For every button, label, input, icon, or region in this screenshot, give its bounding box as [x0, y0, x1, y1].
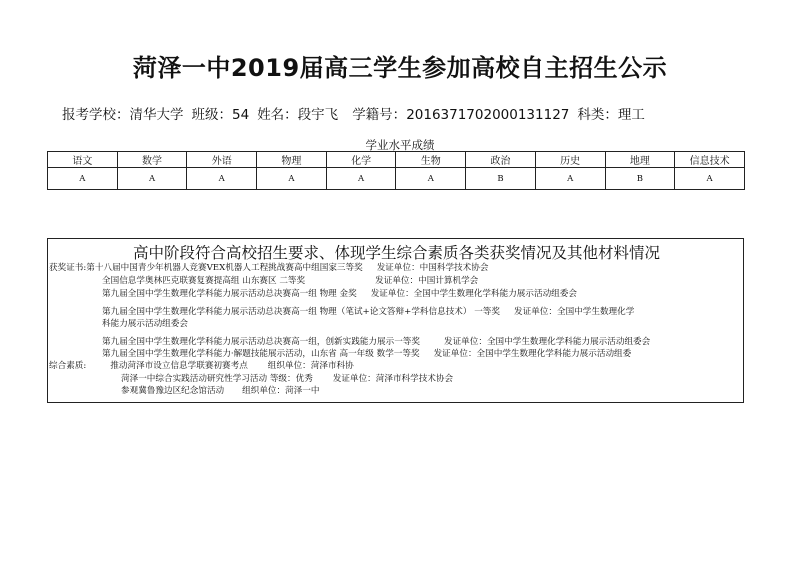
student-info-line — [62, 103, 645, 123]
grade-value-cell: A — [675, 168, 745, 190]
awards-title: 高中阶段符合高校招生要求、体现学生综合素质各类获奖情况及其他材料情况 — [132, 244, 660, 262]
award-text: 第十八届中国青少年机器人竞赛VEX机器人工程挑战赛高中组国家三等奖 — [86, 263, 363, 273]
grade-value-cell: A — [117, 168, 187, 190]
class-value: 54 — [232, 107, 250, 123]
award-line — [102, 349, 631, 360]
certificates-label: 获奖证书: — [49, 263, 87, 273]
grade-value-cell: A — [396, 168, 466, 190]
quality-text: 菏泽一中综合实践活动研究性学习活动 等级：优秀 — [121, 374, 313, 384]
grade-header-cell: 化学 — [326, 152, 396, 168]
grades-caption: 学业水平成绩 — [365, 138, 435, 152]
subject-type-label: 科类： — [577, 107, 618, 123]
grade-value-cell: A — [326, 168, 396, 190]
award-line — [102, 337, 650, 348]
quality-org: 组织单位：菏泽一中 — [242, 386, 320, 396]
grade-header-cell: 政治 — [466, 152, 536, 168]
school-label: 报考学校： — [62, 107, 130, 123]
award-line — [49, 263, 488, 274]
award-org: 发证单位：全国中学生数理化学科能力展示活动组委 — [433, 349, 632, 359]
grade-value-cell: B — [466, 168, 536, 190]
grade-header-cell: 数学 — [117, 152, 187, 168]
subject-type-value: 理工 — [617, 107, 645, 123]
award-org: 发证单位：全国中学生数理化学 — [514, 307, 635, 317]
grade-header-cell: 语文 — [48, 152, 118, 168]
grades-header-row — [48, 152, 745, 168]
grade-header-cell: 生物 — [396, 152, 466, 168]
award-org: 发证单位：全国中学生数理化学科能力展示活动组委会 — [443, 337, 651, 347]
award-text: 全国信息学奥林匹克联赛复赛提高组 山东赛区 二等奖 — [102, 276, 306, 286]
grade-value-cell: A — [187, 168, 257, 190]
grade-header-cell: 历史 — [535, 152, 605, 168]
award-org: 发证单位：中国科学技术协会 — [376, 263, 489, 273]
grade-header-cell: 外语 — [187, 152, 257, 168]
award-text: 第九届全国中学生数理化学科能力展示活动总决赛高一组 物理（笔试+论文答辩+学科信息技术） 一等奖 — [102, 307, 500, 317]
quality-text: 推动菏泽市设立信息学联赛初赛考点 — [110, 361, 248, 371]
student-id-label: 学籍号： — [352, 107, 407, 123]
student-id-value: 2016371702000131127 — [406, 107, 570, 123]
award-org: 发证单位：全国中学生数理化学科能力展示活动组委会 — [370, 289, 577, 299]
class-label: 班级： — [191, 107, 232, 123]
award-line — [102, 307, 634, 318]
award-org: 发证单位：中国计算机学会 — [375, 276, 479, 286]
grade-header-cell: 地理 — [605, 152, 675, 168]
grade-value-cell: A — [535, 168, 605, 190]
quality-org: 发证单位：菏泽市科学技术协会 — [332, 374, 454, 384]
quality-label: 综合素质: — [49, 361, 87, 371]
page-title: 菏泽一中2019届高三学生参加高校自主招生公示 — [132, 54, 668, 82]
award-line-continued — [102, 319, 188, 330]
award-text: 第九届全国中学生数理化学科能力展示活动总决赛高一组，创新实践能力展示一等奖 — [102, 337, 420, 347]
quality-org: 组织单位：菏泽市科协 — [267, 361, 354, 371]
grades-table — [47, 151, 745, 190]
award-org-continued: 科能力展示活动组委会 — [102, 319, 188, 329]
grade-value-cell: A — [48, 168, 118, 190]
grade-header-cell: 信息技术 — [675, 152, 745, 168]
school-value: 清华大学 — [129, 107, 184, 123]
award-line — [102, 289, 577, 300]
award-text: 第九届全国中学生数理化学科能力展示活动总决赛高一组 物理 金奖 — [102, 289, 357, 299]
award-line — [102, 276, 478, 287]
name-label: 姓名： — [257, 107, 298, 123]
grade-value-cell: A — [257, 168, 327, 190]
award-text: 第九届全国中学生数理化学科能力·解题技能展示活动，山东省 高一年级 数学一等奖 — [102, 349, 420, 359]
quality-line — [49, 361, 354, 372]
name-value: 段宇飞 — [297, 107, 339, 123]
awards-section — [47, 238, 744, 403]
quality-line — [121, 374, 453, 385]
quality-text: 参观冀鲁豫边区纪念馆活动 — [121, 386, 225, 396]
grades-value-row — [48, 168, 745, 190]
grade-header-cell: 物理 — [257, 152, 327, 168]
grade-value-cell: B — [605, 168, 675, 190]
quality-line — [121, 386, 320, 397]
